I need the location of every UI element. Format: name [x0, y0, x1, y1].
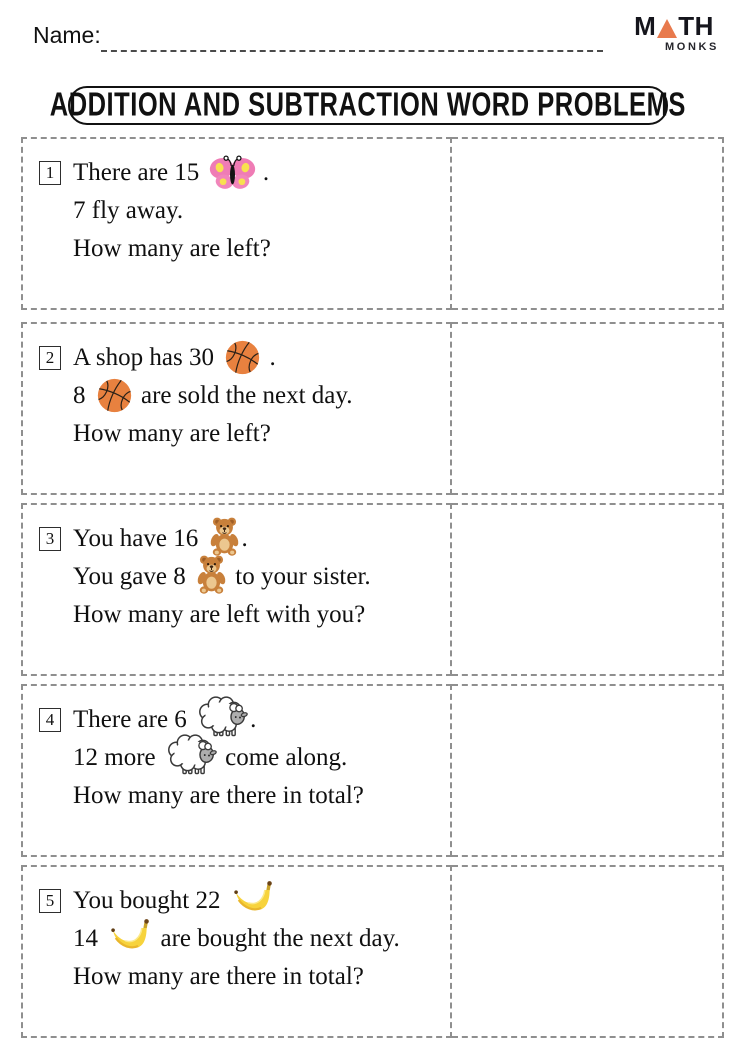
problem-text: How many are left?: [73, 235, 271, 262]
problem-statement-cell: [21, 684, 452, 857]
problem-number: 5: [39, 889, 61, 913]
basketball-icon: [96, 377, 133, 414]
teddy-bear-icon: [208, 515, 241, 557]
problem-line: [73, 154, 271, 192]
problem-row: [21, 865, 724, 1038]
problem-line: [73, 777, 364, 815]
problem-lines: [73, 520, 371, 634]
logo-subtext: MONKS: [665, 41, 719, 53]
problem-text: There are 6: [73, 706, 194, 733]
answer-workspace-cell: [452, 503, 724, 676]
problem-line: [73, 230, 271, 268]
name-row: [33, 20, 573, 54]
problem-number: 3: [39, 527, 61, 551]
worksheet-title: ADDITION AND SUBTRACTION WORD PROBLEMS: [49, 86, 687, 124]
problem-row: [21, 137, 724, 310]
problem-content: [39, 882, 444, 996]
answer-workspace-cell: [452, 684, 724, 857]
problem-text: You have 16: [73, 525, 205, 552]
problem-content: [39, 339, 444, 453]
problem-text: How many are there in total?: [73, 782, 364, 809]
problem-text: 14: [73, 925, 105, 952]
problem-text: How many are there in total?: [73, 963, 364, 990]
name-label: Name:: [33, 22, 101, 48]
problem-text: .: [256, 159, 270, 186]
problem-lines: [73, 339, 353, 453]
problem-text: .: [250, 706, 257, 733]
banana-icon: [230, 880, 276, 918]
problem-number: 4: [39, 708, 61, 732]
problem-line: [73, 739, 364, 777]
problem-text: 12 more: [73, 744, 162, 771]
logo-letter-m: M: [634, 11, 657, 41]
math-monks-logo: [628, 13, 720, 53]
problem-statement-cell: [21, 322, 452, 495]
name-fill-line: [101, 50, 603, 52]
problem-line: [73, 958, 400, 996]
problem-text: There are 15: [73, 159, 206, 186]
worksheet-title-box: [49, 86, 687, 125]
logo-letters-th: TH: [678, 11, 714, 41]
teddy-bear-icon: [195, 553, 228, 595]
answer-workspace-cell: [452, 137, 724, 310]
problem-row: [21, 684, 724, 857]
problem-list: [21, 137, 724, 1046]
problem-text: You gave 8: [73, 563, 192, 590]
problem-content: [39, 520, 444, 634]
problem-line: [73, 882, 400, 920]
answer-workspace-cell: [452, 865, 724, 1038]
problem-statement-cell: [21, 503, 452, 676]
problem-line: [73, 415, 353, 453]
problem-text: You bought 22: [73, 887, 227, 914]
problem-number: 1: [39, 161, 61, 185]
problem-lines: [73, 882, 400, 996]
butterfly-icon: [209, 152, 256, 191]
banana-icon: [107, 918, 153, 956]
problem-text: are bought the next day.: [154, 925, 400, 952]
answer-workspace-cell: [452, 322, 724, 495]
problem-row: [21, 322, 724, 495]
problem-text: 7 fly away.: [73, 197, 184, 224]
problem-row: [21, 503, 724, 676]
problem-text: A shop has 30: [73, 344, 221, 371]
problem-line: [73, 920, 400, 958]
problem-text: 8: [73, 382, 92, 409]
triangle-icon: [657, 19, 677, 38]
problem-statement-cell: [21, 865, 452, 1038]
problem-content: [39, 154, 444, 268]
problem-line: [73, 596, 371, 634]
problem-text: come along.: [218, 744, 348, 771]
problem-text: .: [241, 525, 248, 552]
problem-lines: [73, 701, 364, 815]
problem-lines: [73, 154, 271, 268]
problem-line: [73, 339, 353, 377]
problem-text: are sold the next day.: [134, 382, 353, 409]
sheep-icon: [165, 733, 218, 778]
basketball-icon: [224, 339, 261, 376]
problem-statement-cell: [21, 137, 452, 310]
problem-line: [73, 377, 353, 415]
problem-line: [73, 558, 371, 596]
problem-content: [39, 701, 444, 815]
logo-wordmark: [628, 13, 720, 39]
problem-text: to your sister.: [229, 563, 371, 590]
problem-line: [73, 192, 271, 230]
problem-text: How many are left?: [73, 420, 271, 447]
problem-text: How many are left with you?: [73, 601, 366, 628]
problem-line: [73, 701, 364, 739]
problem-text: .: [263, 344, 276, 371]
problem-number: 2: [39, 346, 61, 370]
